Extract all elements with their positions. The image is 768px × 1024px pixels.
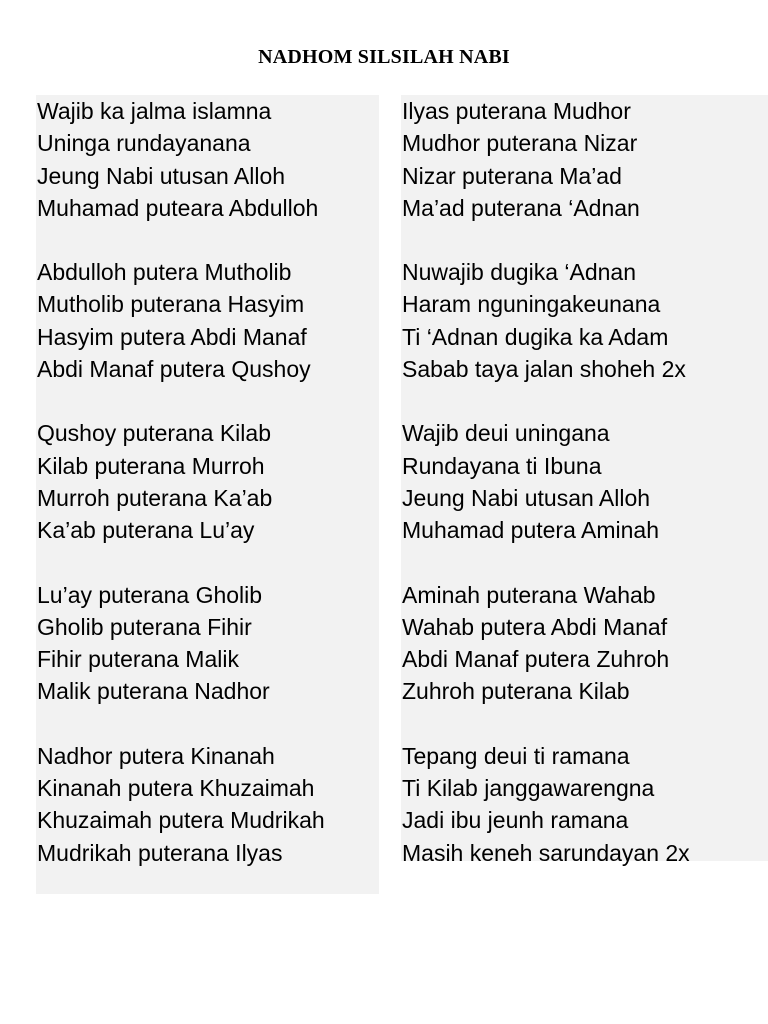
verse-line: Ti ‘Adnan dugika ka Adam [402,323,669,350]
document-title: NADHOM SILSILAH NABI [258,46,510,68]
verse-line: Khuzaimah putera Mudrikah [37,807,325,834]
verse-line: Wajib ka jalma islamna [37,98,272,124]
verse-line: Jeung Nabi utusan Alloh [402,484,651,511]
verse-line: Wahab putera Abdi Manaf [402,613,668,640]
verse-line: Ilyas puterana Mudhor [402,98,631,124]
verse-line: Masih keneh sarundayan 2x [402,839,690,866]
verse-line: Nuwajib dugika ‘Adnan [402,259,636,286]
verse-line: Haram nguningakeunana [402,291,661,318]
verse-line: Zuhroh puterana Kilab [402,678,630,705]
verse-line: Mudhor puterana Nizar [402,130,638,157]
verse-line: Malik puterana Nadhor [37,678,270,705]
right-verse-column [401,95,768,866]
verse-line: Nizar puterana Ma’ad [402,162,622,189]
stanza [36,256,379,385]
verse-line: Aminah puterana Wahab [402,581,656,608]
verse-line: Ti Kilab janggawarengna [402,775,655,802]
verse-line: Qushoy puterana Kilab [37,420,271,447]
verse-line: Tepang deui ti ramana [402,742,630,769]
verse-line: Kilab puterana Murroh [37,452,265,479]
stanza [401,256,768,385]
verse-line: Muhamad puteara Abdulloh [37,194,319,221]
verse-line: Mutholib puterana Hasyim [37,291,305,318]
verse-line: Uninga rundayanana [37,130,251,157]
verse-line: Ma’ad puterana ‘Adnan [402,194,640,221]
verse-line: Mudrikah puterana Ilyas [37,839,283,866]
verse-line: Sabab taya jalan shoheh 2x [402,356,686,383]
verse-line: Murroh puterana Ka’ab [37,484,273,511]
verse-line: Fihir puterana Malik [37,646,239,673]
stanza [401,95,768,224]
stanza [36,740,379,869]
verse-line: Ka’ab puterana Lu’ay [37,517,255,544]
left-verse-column [36,95,379,894]
stanza [401,579,768,708]
verse-line: Muhamad putera Aminah [402,517,659,544]
verse-line: Lu’ay puterana Gholib [37,581,263,608]
stanza [401,740,768,869]
verse-line: Nadhor putera Kinanah [37,742,275,769]
verse-line: Gholib puterana Fihir [37,613,252,640]
verse-line: Abdulloh putera Mutholib [37,259,292,286]
verse-line: Rundayana ti Ibuna [402,452,602,479]
verse-line: Jeung Nabi utusan Alloh [37,162,286,189]
verse-line: Hasyim putera Abdi Manaf [37,323,307,350]
stanza [36,417,379,546]
verse-line: Abdi Manaf putera Qushoy [37,356,311,383]
verse-line: Kinanah putera Khuzaimah [37,775,315,802]
verse-line: Wajib deui uningana [402,420,610,447]
stanza [36,579,379,708]
stanza [36,95,379,224]
stanza [401,417,768,546]
verse-line: Abdi Manaf putera Zuhroh [402,646,670,673]
verse-line: Jadi ibu jeunh ramana [402,807,629,834]
